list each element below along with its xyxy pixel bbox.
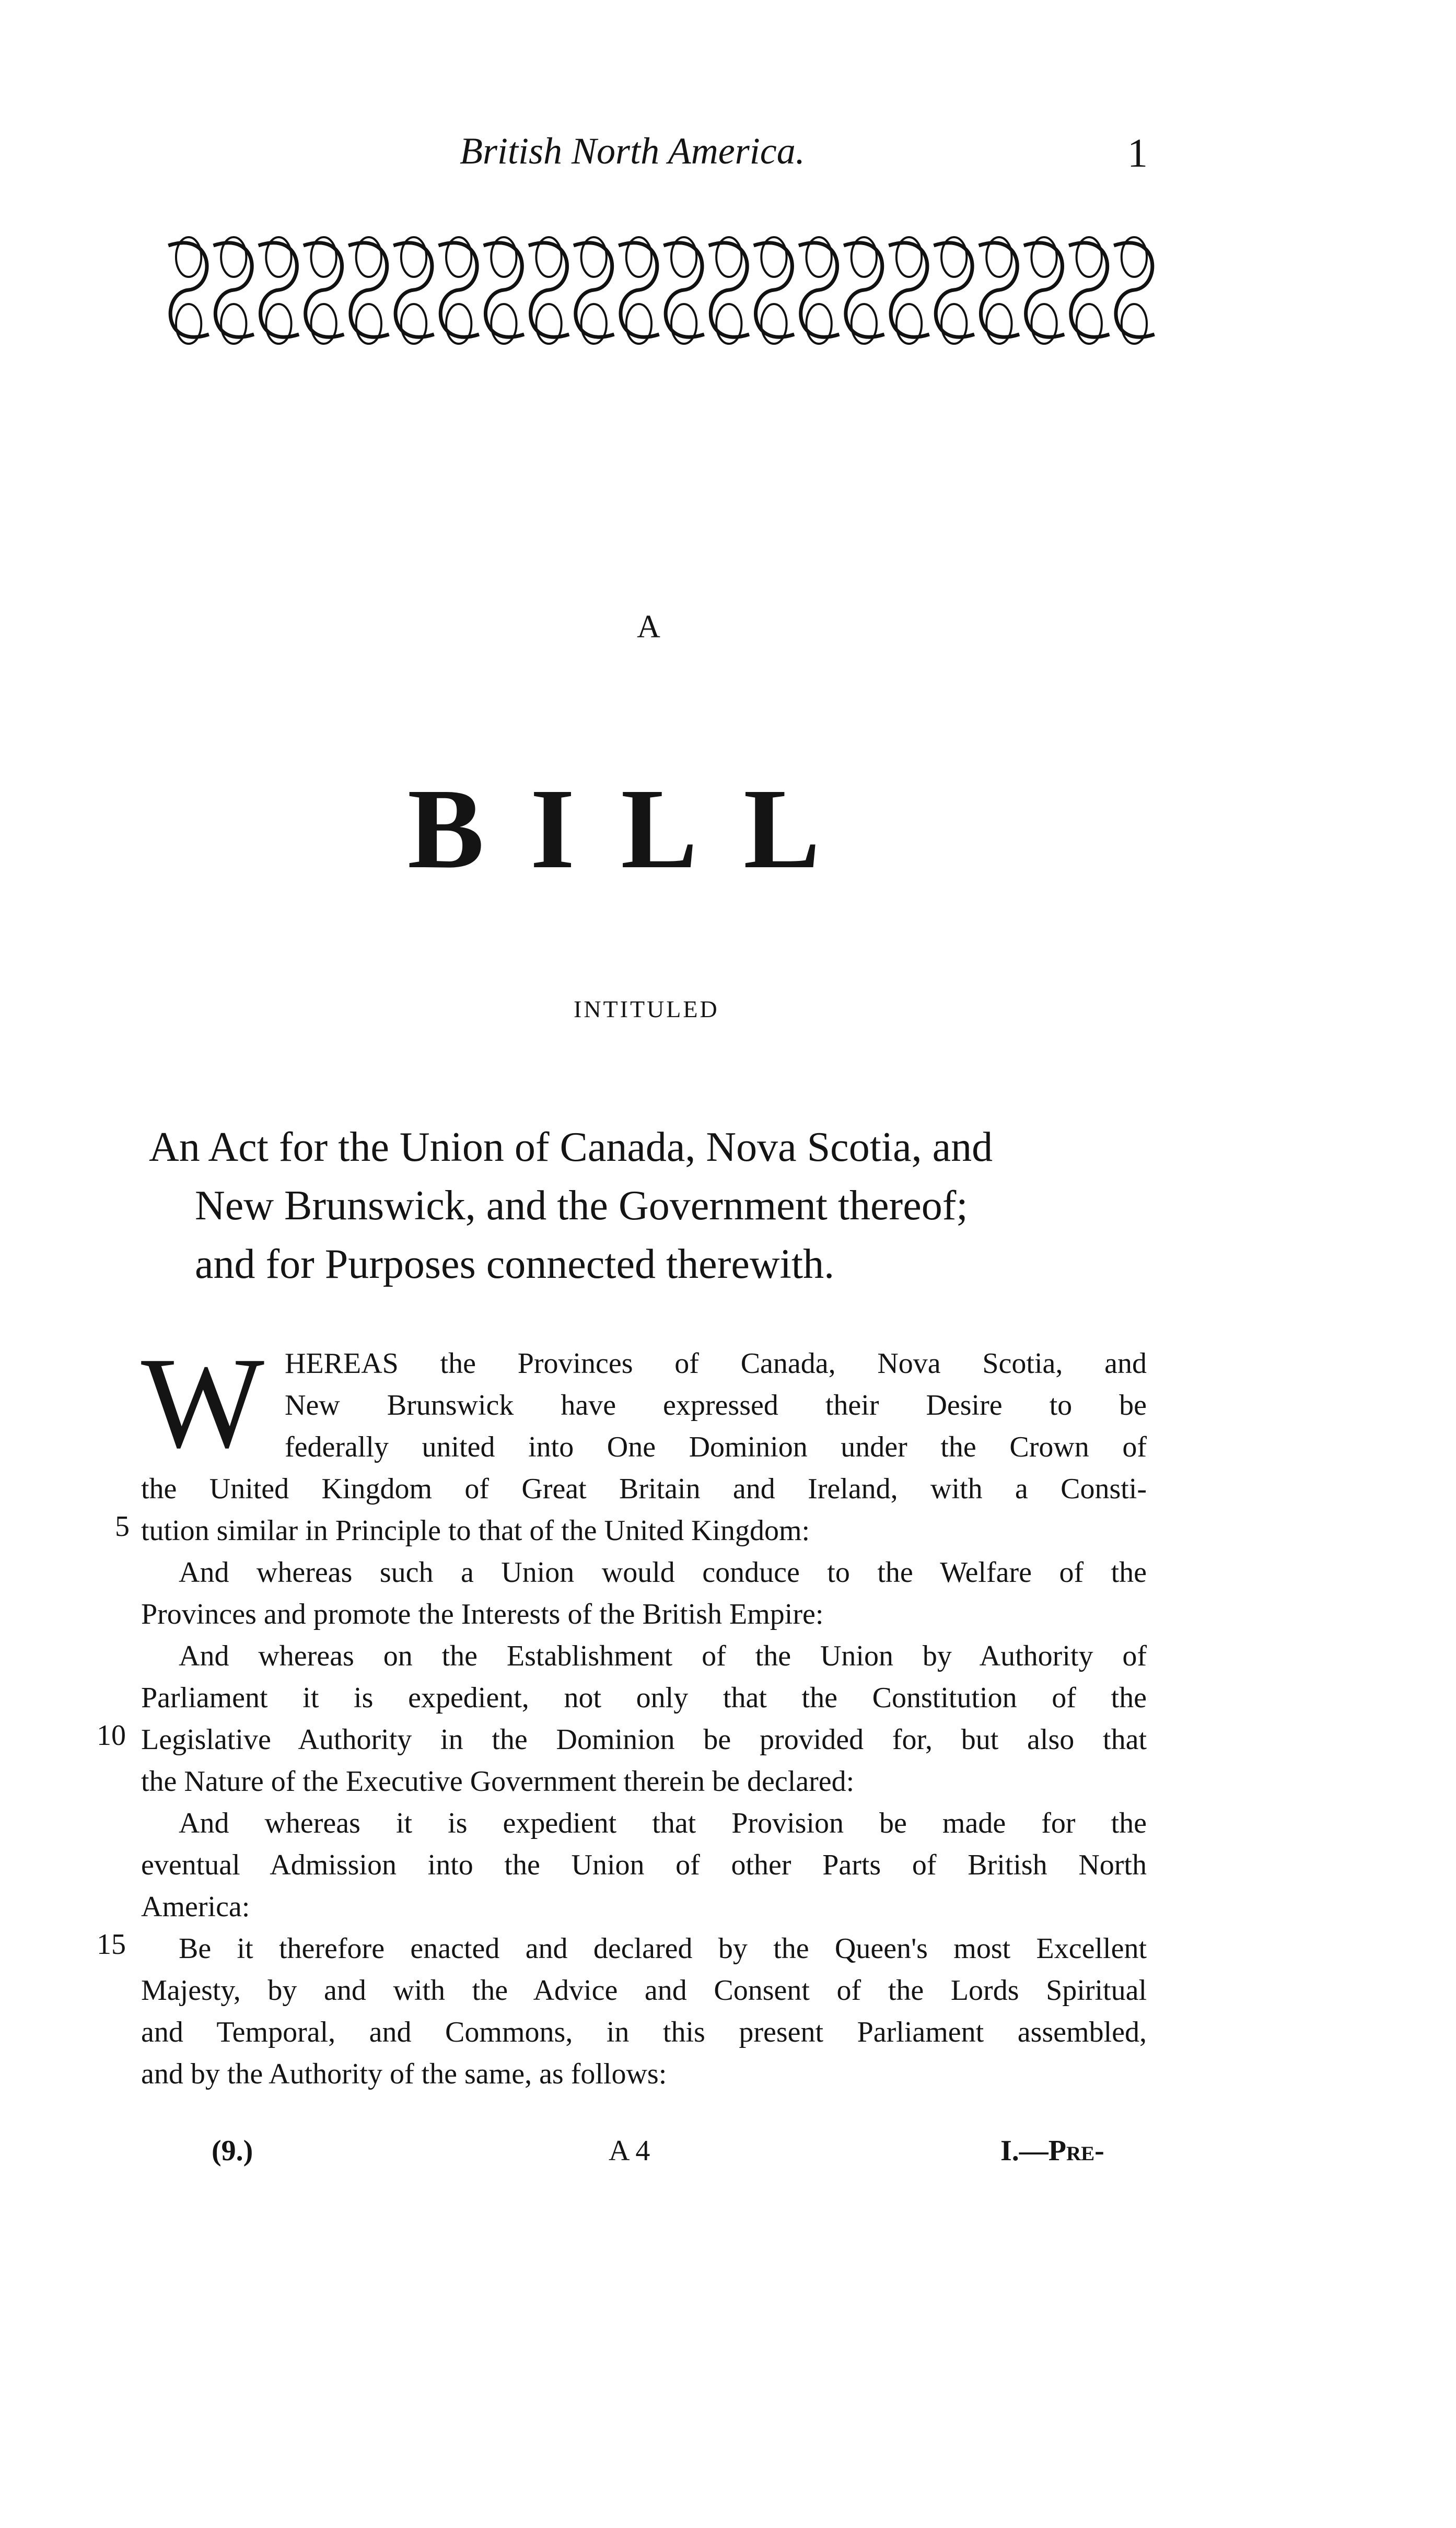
ornament-loop [529,243,569,337]
long-title-line: New Brunswick, and the Government thereof; [195,1183,968,1229]
ornament-loop [574,243,614,337]
sheet-mark: A 4 [609,2135,650,2167]
page-number: 1 [1127,130,1148,176]
ornament-loop [304,243,344,337]
text-line: the United Kingdom of Great Britain and Ireland, with a Consti- [141,1473,1147,1505]
ornament-loop [168,243,209,337]
text-line: Be it therefore enacted and declared by the Queen's most Excellent [179,1932,1147,1965]
line-number: 5 [115,1510,130,1543]
signature-mark: (9.) [212,2135,253,2167]
text-line: And whereas such a Union would conduce to the Welfare of the [179,1556,1147,1589]
enacting-clause [141,1928,1147,2095]
text-line: Legislative Authority in the Dominion be provided for, but also that [141,1723,1147,1756]
text-line: And whereas it is expedient that Provision be made for the [179,1807,1147,1839]
ornament-loop [754,243,795,337]
ornament-loop [979,243,1020,337]
text-line: federally united into One Dominion under the Crown of [285,1431,1147,1463]
ornament-loop [1024,243,1065,337]
long-title [149,1118,1168,1294]
ornament-loop [799,243,840,337]
ornament-loop [348,243,389,337]
preamble-paragraph [141,1331,1147,1552]
intituled-label: INTITULED [574,996,719,1022]
long-title-line: An Act for the Union of Canada, Nova Scotia, and [149,1124,993,1170]
text-line: And whereas on the Establishment of the Union by Authority of [179,1640,1147,1672]
long-title-line: and for Purposes connected therewith. [195,1241,835,1287]
ornament-loop [484,243,525,337]
text-line: the Nature of the Executive Government therein be declared: [141,1765,855,1798]
title-bill: BILL [407,765,866,892]
text-line: tution similar in Principle to that of the United Kingdom: [141,1515,810,1547]
ornament-loop [213,243,254,337]
ornament-loop [934,243,974,337]
running-head-title: British North America. [460,130,805,172]
text-line: and Temporal, and Commons, in this present Parliament assembled, [141,2016,1147,2048]
text-line: HEREAS the Provinces of Canada, Nova Scotia, and [285,1347,1147,1380]
line-number: 10 [97,1719,126,1752]
ornament-loop [844,243,884,337]
ornament-loop [619,243,659,337]
ornament-loop [259,243,299,337]
preamble-paragraph [141,1802,1147,1928]
text-line: and by the Authority of the same, as follows: [141,2058,667,2090]
text-line: eventual Admission into the Union of other Parts of British North [141,1849,1147,1881]
text-line: New Brunswick have expressed their Desire to be [285,1389,1147,1422]
text-line: Provinces and promote the Interests of the British Empire: [141,1598,824,1630]
ornament-loop [889,243,929,337]
ornament-loop [393,243,434,337]
text-line: America: [141,1891,250,1923]
drop-cap: W [141,1331,264,1475]
ornamental-band [166,225,1157,355]
text-line: Parliament it is expedient, not only that the Constitution of the [141,1682,1147,1714]
ornament-loop [708,243,749,337]
preamble-paragraph [141,1635,1147,1802]
title-article: A [637,609,662,645]
line-number: 15 [97,1928,126,1961]
text-line: Majesty, by and with the Advice and Consent of the Lords Spiritual [141,1974,1147,2007]
ornament-loop [438,243,479,337]
preamble-paragraph [141,1552,1147,1635]
ornament-loop [663,243,704,337]
preamble [141,1331,1147,2095]
ornament-loop [1114,243,1155,337]
catchword: I.—Pre- [1000,2135,1104,2167]
ornament-loop [1069,243,1110,337]
